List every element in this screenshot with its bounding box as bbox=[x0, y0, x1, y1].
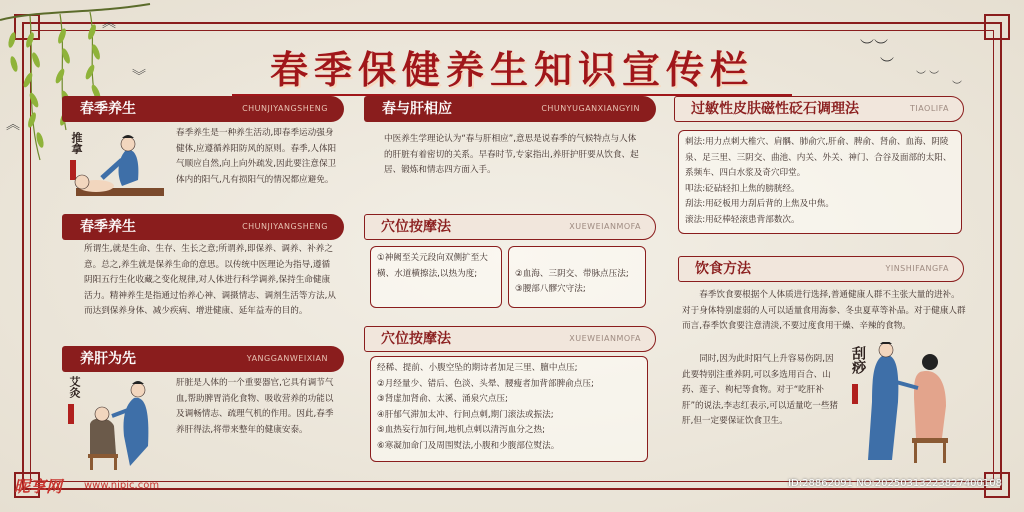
page-title: 春季保健养生知识宣传栏 bbox=[269, 47, 754, 92]
section-header-spring-health-1 bbox=[62, 96, 344, 122]
bird-icon: ︶ ︶ bbox=[916, 71, 940, 82]
section-pinyin: YANGGANWEIXIAN bbox=[246, 354, 328, 363]
section-pinyin: TIAOLIFA bbox=[909, 104, 949, 113]
bird-icon: ︶ bbox=[880, 57, 894, 73]
acupoint-text: ②血海、三阴交、带脉点压法; ③腰部八髎穴守法; bbox=[515, 268, 629, 294]
therapy-line: 叩法:砭砧轻扣上焦的膀胱经。 bbox=[685, 183, 800, 194]
section-pinyin: CHUNJIYANGSHENG bbox=[242, 222, 328, 231]
acupoint-box-right bbox=[508, 246, 646, 308]
section-header-nourish-liver bbox=[62, 346, 344, 372]
tuina-illustration bbox=[56, 130, 168, 212]
section-pinyin: YINSHIFANGFA bbox=[885, 264, 949, 273]
diet-paragraph-1: 春季饮食要根据个人体质进行选择,普通健康人群不主张大量的进补。对于身体特别虚弱的人可以适量食用海参、冬虫夏草等补品。对于健康人群而言,春季饮食要注意清淡,不要过度食用干燥、辛辣的食物。 bbox=[682, 290, 966, 331]
section-title: 春季养生 bbox=[80, 101, 136, 117]
section-body-spring-health-2: 所谓生,就是生命、生存、生长之意;所谓养,即保养、调养、补养之意。总之,养生就是保养生命的意思。以传统中医理论为指导,遵循阴阳五行生化收藏之变化规律,对人体进行科学调养,保持生命健康活力。精神养生是指通过怡养心神、调摄情志、调剂生活等方法,从而达到保养身体、减少疾病、增进健康、延年益寿的目的。 bbox=[84, 244, 336, 316]
bird-icon: ︶ bbox=[952, 81, 962, 92]
swallow-icon: ︽ bbox=[102, 15, 116, 31]
acupoint-line: ③肾虚加肾俞、太溪、涌泉穴点压; bbox=[377, 394, 508, 404]
acupoint-line: 经稀、提前、小腹空坠的期诗者加足三里、膻中点压; bbox=[377, 363, 578, 373]
section-title: 过敏性皮肤磁性砭石调理法 bbox=[691, 101, 859, 117]
section-header-spring-health-2 bbox=[62, 214, 344, 240]
acupoint-line: ②月经量少、错后、色淡、头晕、腰瘦者加背部脾俞点压; bbox=[377, 378, 594, 389]
swallow-icon: ︽ bbox=[6, 117, 20, 133]
diet-paragraph-2: 同时,因为此时阳气上升容易伤阴,因此要特别注重养阴,可以多选用百合、山药、莲子、枸杞等食物。对于“吃肝补肝”的说法,李志红表示,可以适量吃一些猪肝,但一定要保证饮食卫生。 bbox=[682, 354, 839, 426]
swallow-icon: ︾ bbox=[132, 69, 146, 85]
acupoint-box-left bbox=[370, 246, 502, 308]
guasha-illustration bbox=[842, 342, 964, 466]
section-title: 养肝为先 bbox=[80, 351, 136, 367]
section-title: 穴位按摩法 bbox=[381, 331, 451, 347]
section-title: 春与肝相应 bbox=[382, 101, 452, 117]
section-title: 饮食方法 bbox=[695, 261, 751, 277]
therapy-line: 刺法:用力点刺大椎穴、肩髃、肺俞穴,肝俞、脾俞、肾俞、血海、阴陵泉、足三里、三阴交、曲池、内关、外关、神门、合谷及面部的太阳、系频车、四白水浆及奇穴印堂。 bbox=[685, 137, 952, 178]
therapy-line: 滚法:用砭棒轻滚患背部数次。 bbox=[685, 214, 800, 225]
frame-corner-ornament bbox=[984, 14, 1010, 40]
tuina-label: 推拿 bbox=[70, 132, 83, 154]
bird-icon: ︶︶ bbox=[860, 39, 888, 55]
section-body-spring-liver: 中医养生学理论认为“春与肝相应”,意思是说春季的气候特点与人体的肝脏有着密切的关系。早春时节,专家指出,养肝护肝要从饮食、起居、锻炼和情志四方面入手。 bbox=[384, 134, 639, 175]
section-title: 穴位按摩法 bbox=[381, 219, 451, 235]
acupoint-line: ④肝郁气滞加太冲、行间点刺,期门滚法或振法; bbox=[377, 409, 554, 420]
moxibustion-label: 艾灸 bbox=[68, 376, 81, 398]
moxibustion-illustration bbox=[62, 376, 174, 472]
watermark-url: www.nipic.com bbox=[84, 480, 160, 491]
bianshi-therapy-box bbox=[678, 130, 962, 234]
section-pinyin: CHUNYUGANXIANGYIN bbox=[541, 104, 640, 113]
section-header-bianshi-therapy bbox=[674, 96, 964, 122]
watermark-logo: 昵享网 bbox=[14, 477, 63, 496]
section-header-acupoint-massage-1 bbox=[364, 214, 656, 240]
watermark-id: ID:28862091 NO:20250313223827400108 bbox=[788, 478, 1002, 489]
acupoint-line: ⑤血热妄行加行间,地机点刺以清泻血分之热; bbox=[377, 425, 546, 435]
section-header-diet-method bbox=[678, 256, 964, 282]
acupoint-line: ⑥寒凝加命门及周围熨法,小腹和少腹部位熨法。 bbox=[377, 440, 560, 451]
section-title: 春季养生 bbox=[80, 219, 136, 235]
section-header-spring-liver bbox=[364, 96, 656, 122]
guasha-label: 刮痧 bbox=[850, 346, 866, 374]
section-body-nourish-liver: 肝脏是人体的一个重要器官,它具有调节气血,帮助脾胃消化食物、吸收营养的功能以及调畅情志、疏理气机的作用。因此,春季养肝得法,将带来整年的健康安泰。 bbox=[176, 378, 334, 435]
acupoint-list-box bbox=[370, 356, 648, 462]
acupoint-text: ①神阙至关元段向双侧扩至大横、水道横擦法,以热为度; bbox=[377, 253, 488, 279]
section-header-acupoint-massage-2 bbox=[364, 326, 656, 352]
section-pinyin: XUEWEIANMOFA bbox=[569, 222, 641, 231]
section-pinyin: CHUNJIYANGSHENG bbox=[242, 104, 328, 113]
section-body-spring-health-1: 春季养生是一种养生活动,即春季运动强身健体,应遵循养阳防风的原则。春季,人体阳气顺应自然,向上向外疏发,因此要注意保卫体内的阳气,凡有损阳气的情况都应避免。 bbox=[176, 128, 337, 185]
therapy-line: 刮法:用砭板用力刮后背的上焦及中焦。 bbox=[685, 199, 834, 209]
section-pinyin: XUEWEIANMOFA bbox=[569, 334, 641, 343]
